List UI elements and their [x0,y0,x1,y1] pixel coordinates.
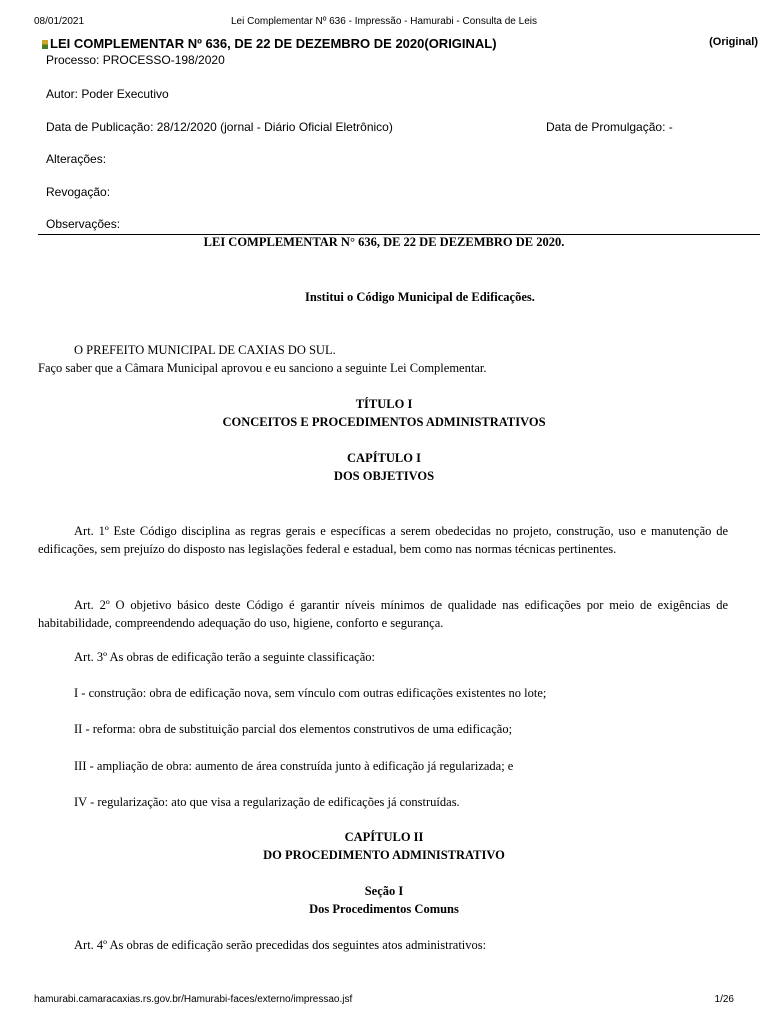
law-title [42,36,497,51]
inciso-4: IV - regularização: ato que visa a regularização de edificações já construídas. [74,795,460,809]
titulo-label: TÍTULO I [355,397,413,411]
ementa: Institui o Código Municipal de Edificações. [305,290,535,304]
inciso-1: I - construção: obra de edificação nova, sem vínculo com outras edificações existentes no lote; [74,686,547,700]
capitulo-2-label: CAPÍTULO II [344,830,424,844]
capitulo-2-name: DO PROCEDIMENTO ADMINISTRATIVO [263,848,505,862]
capitulo-1-label: CAPÍTULO I [347,451,421,465]
flag-icon [42,40,48,49]
secao-label: Seção I [364,884,404,898]
inciso-3: III - ampliação de obra: aumento de área construída junto à edificação já regularizada; e [74,759,514,773]
law-metadata [38,34,760,235]
observacoes-field: Observações: [46,217,121,231]
page-url: hamurabi.camaracaxias.rs.gov.br/Hamurabi-faces/externo/impressao.jsf [34,994,353,1005]
original-tag: (Original) [709,36,758,48]
alteracoes-field: Alterações: [46,152,107,166]
prefeito-line: O PREFEITO MUNICIPAL DE CAXIAS DO SUL. [74,343,336,357]
capitulo-1-name: DOS OBJETIVOS [333,469,435,483]
publicacao-field: Data de Publicação: 28/12/2020 (jornal - Diário Oficial Eletrônico) [46,120,393,134]
print-page-title: Lei Complementar Nº 636 - Impressão - Hamurabi - Consulta de Leis [230,16,537,27]
promulgacao-field: Data de Promulgação: - [546,120,673,134]
faco-saber-line: Faço saber que a Câmara Municipal aprovou e eu sanciono a seguinte Lei Complementar. [38,361,487,375]
secao-name: Dos Procedimentos Comuns [309,902,459,916]
processo-field: Processo: PROCESSO-198/2020 [46,53,225,67]
print-header [34,16,734,30]
autor-field: Autor: Poder Executivo [46,87,169,101]
document-heading: LEI COMPLEMENTAR N° 636, DE 22 DE DEZEMBRO DE 2020. [203,235,565,249]
law-title-text: LEI COMPLEMENTAR Nº 636, DE 22 DE DEZEMBRO DE 2020(ORIGINAL) [50,36,497,51]
revogacao-field: Revogação: [46,185,111,199]
page-counter: 1/26 [714,994,734,1005]
print-footer [34,994,734,1008]
article-4: Art. 4º As obras de edificação serão precedidas dos seguintes atos administrativos: [74,938,487,952]
article-3: Art. 3º As obras de edificação terão a seguinte classificação: [74,650,375,664]
print-date: 08/01/2021 [34,16,85,27]
titulo-name: CONCEITOS E PROCEDIMENTOS ADMINISTRATIVOS [222,415,546,429]
article-2: Art. 2º O objetivo básico deste Código é garantir níveis mínimos de qualidade nas edificações por meio de exigências de habitabilidade, compreendendo adequação do uso, higiene, conforto e segurança. [38,598,728,630]
inciso-2: II - reforma: obra de substituição parcial dos elementos construtivos de uma edificação; [74,722,513,736]
article-1: Art. 1º Este Código disciplina as regras gerais e específicas a serem obedecidas no projeto, construção, uso e manutenção de edificações, sem prejuízo do disposto nas legislações federal e estadual, bem como nas normas técnicas pertinentes. [38,524,728,556]
